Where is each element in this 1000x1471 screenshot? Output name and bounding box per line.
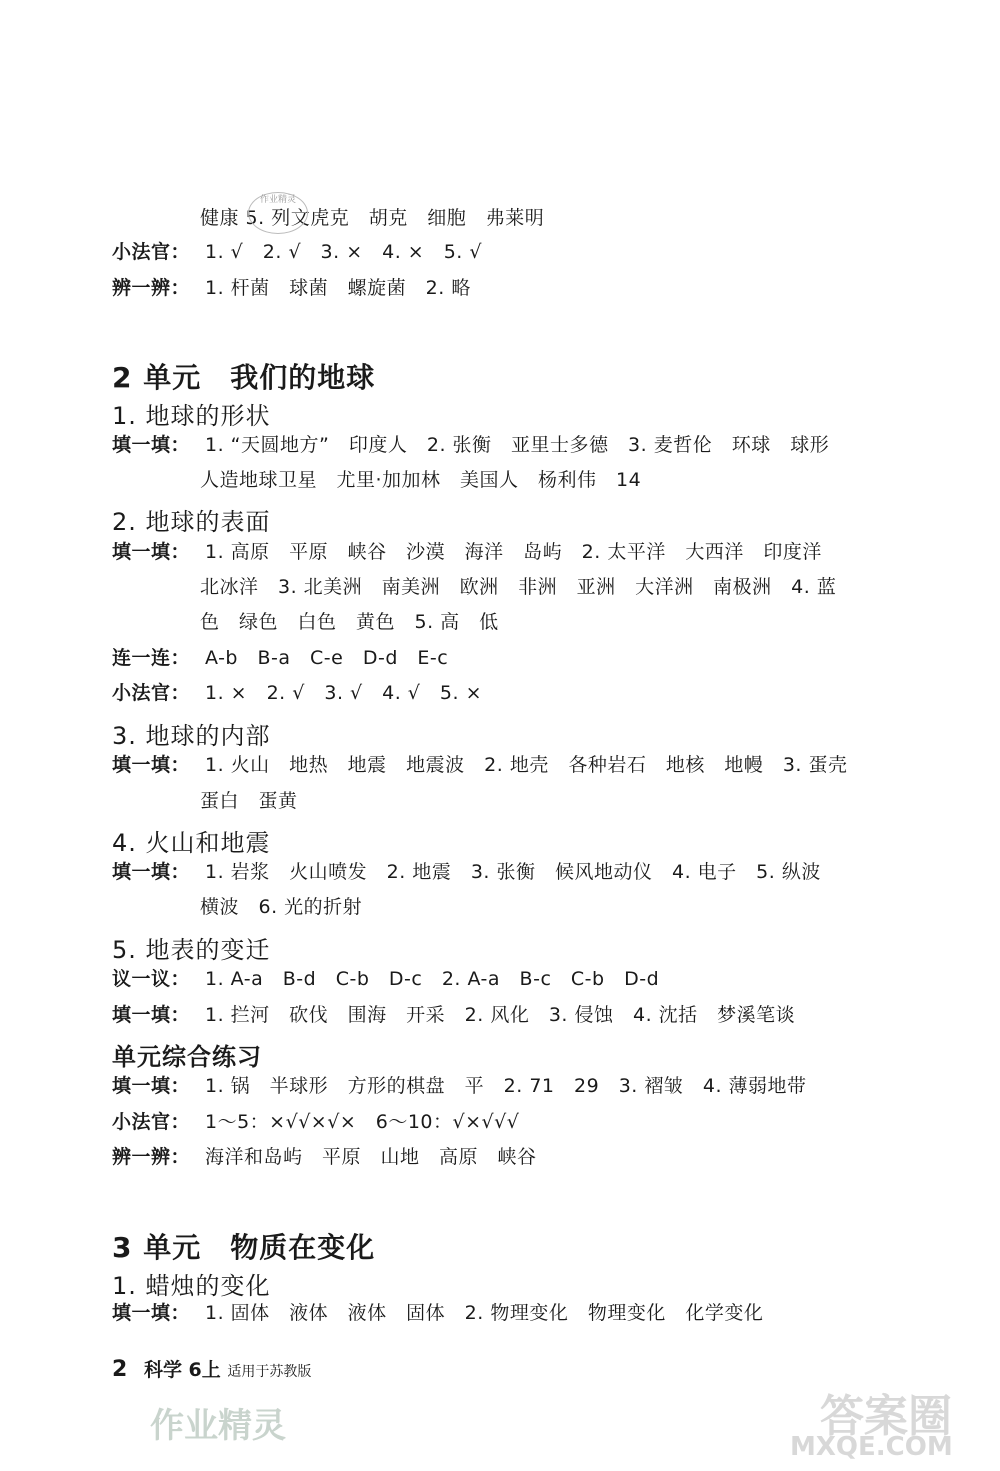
answer-row [112,430,829,457]
section-title: 5. 地表的变迁 [112,936,271,964]
answer-text: 1. 火山 地热 地震 地震波 2. 地壳 各种岩石 地核 地幔 3. 蛋壳 [205,754,848,776]
answer-text: 1～5：×√√×√× 6～10：√×√√√ [205,1111,520,1133]
question-label: 小法官： [112,1111,191,1133]
section-title: 1. 地球的形状 [112,402,271,430]
unit-title: 2 单元 我们的地球 [112,361,376,394]
answer-text: 1. × 2. √ 3. √ 4. √ 5. × [205,682,482,704]
answer-text: 1. 杆菌 球菌 螺旋菌 2. 略 [205,277,471,299]
text-line: 蛋白 蛋黄 [200,790,298,812]
answer-row [112,237,482,264]
section-title: 单元综合练习 [112,1043,262,1071]
question-label: 小法官： [112,682,191,704]
question-label: 填一填： [112,541,191,563]
question-label: 填一填： [112,861,191,883]
question-label: 小法官： [112,241,191,263]
answer-row [112,678,482,705]
answer-text: 1. “天圆地方” 印度人 2. 张衡 亚里士多德 3. 麦哲伦 环球 球形 [205,434,830,456]
question-label: 填一填： [112,754,191,776]
question-label: 填一填： [112,1302,191,1324]
answer-text: 1. A-a B-d C-b D-c 2. A-a B-c C-b D-d [205,968,660,990]
answer-row [112,857,821,884]
answer-text: 1. 拦河 砍伐 围海 开采 2. 风化 3. 侵蚀 4. 沈括 梦溪笔谈 [205,1004,796,1026]
text-line: 北冰洋 3. 北美洲 南美洲 欧洲 非洲 亚洲 大洋洲 南极洲 4. 蓝 [200,576,837,598]
answer-row [112,750,848,777]
watermark-url: MXQE.COM [790,1432,953,1462]
watermark-stamp: 作业精灵 [248,192,308,234]
question-label: 填一填： [112,434,191,456]
subject-label: 科学 6上 [143,1359,221,1381]
unit-title: 3 单元 物质在变化 [112,1231,376,1264]
section-title: 1. 蜡烛的变化 [112,1272,271,1300]
text-line: 色 绿色 白色 黄色 5. 高 低 [200,611,499,633]
text-line: 横波 6. 光的折射 [200,896,363,918]
answer-row [112,1107,519,1134]
answer-text: 1. √ 2. √ 3. × 4. × 5. √ [205,241,482,263]
answer-row [112,273,471,300]
watermark-logo: 答案圈 [820,1391,952,1442]
section-title: 3. 地球的内部 [112,722,271,750]
answer-text: 1. 固体 液体 液体 固体 2. 物理变化 物理变化 化学变化 [205,1302,764,1324]
answer-text: 1. 岩浆 火山喷发 2. 地震 3. 张衡 候风地动仪 4. 电子 5. 纵波 [205,861,821,883]
answer-row [112,643,448,670]
answer-row [112,537,822,564]
section-title: 2. 地球的表面 [112,508,271,536]
question-label: 填一填： [112,1075,191,1097]
answer-row [112,1298,763,1325]
watermark-text: 作业精灵 [150,1406,286,1446]
page-number: 2 [112,1357,128,1382]
answer-text: 1. 高原 平原 峡谷 沙漠 海洋 岛屿 2. 太平洋 大西洋 印度洋 [205,541,822,563]
text-line: 人造地球卫星 尤里·加加林 美国人 杨利伟 14 [200,469,642,491]
edition-label: 适用于苏教版 [227,1364,312,1380]
answer-row [112,1000,795,1027]
text-line: 健康 5. 列文虎克 胡克 细胞 弗莱明 [200,207,545,229]
question-label: 填一填： [112,1004,191,1026]
question-label: 辨一辨： [112,277,191,299]
section-title: 4. 火山和地震 [112,829,271,857]
answer-text: A-b B-a C-e D-d E-c [205,647,449,669]
answer-row [112,1142,537,1169]
question-label: 连一连： [112,647,191,669]
answer-text: 海洋和岛屿 平原 山地 高原 峡谷 [205,1146,537,1168]
question-label: 辨一辨： [112,1146,191,1168]
page-footer [112,1355,311,1382]
question-label: 议一议： [112,968,191,990]
answer-row [112,1071,807,1098]
answer-text: 1. 锅 半球形 方形的棋盘 平 2. 71 29 3. 褶皱 4. 薄弱地带 [205,1075,807,1097]
answer-row [112,964,659,991]
